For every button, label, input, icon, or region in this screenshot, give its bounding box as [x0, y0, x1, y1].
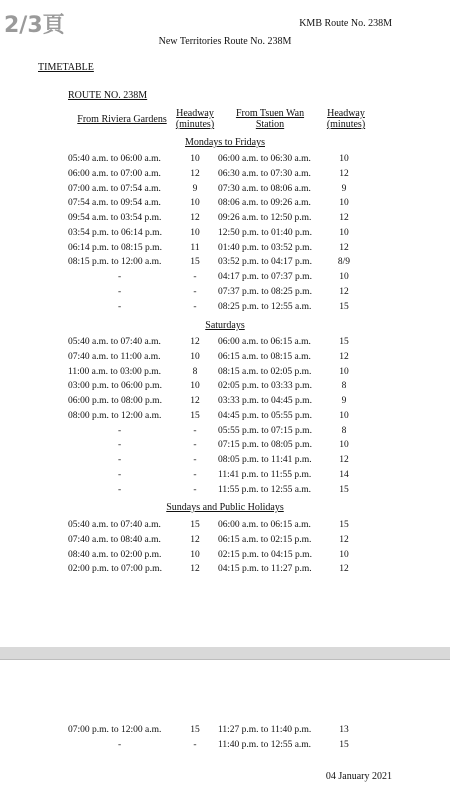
headway-tsuen-wan: 15 [339, 520, 349, 530]
table-row [0, 725, 450, 739]
table-row [0, 520, 450, 534]
column-header-headway-a: Headway (minutes) [175, 108, 215, 130]
from-tsuen-wan-time: 04:45 p.m. to 05:55 p.m. [218, 410, 312, 421]
from-riviera-time: 06:14 p.m. to 08:15 p.m. [68, 242, 162, 253]
headway-riviera: - [193, 272, 197, 282]
from-riviera-time: 03:54 p.m. to 06:14 p.m. [68, 227, 162, 238]
table-row [0, 550, 450, 564]
from-tsuen-wan-time: 02:05 p.m. to 03:33 p.m. [218, 381, 312, 392]
table-row [0, 257, 450, 271]
from-riviera-time: 02:00 p.m. to 07:00 p.m. [68, 564, 162, 575]
from-tsuen-wan-time: 06:00 a.m. to 06:15 a.m. [218, 520, 311, 530]
headway-tsuen-wan: 8/9 [337, 257, 351, 268]
headway-tsuen-wan: 10 [339, 272, 349, 282]
route-subtitle: New Territories Route No. 238M [158, 36, 292, 47]
headway-tsuen-wan: 9 [341, 396, 347, 406]
from-riviera-time: 08:15 p.m. to 12:00 a.m. [68, 257, 162, 268]
table-row [0, 198, 450, 212]
table-row [0, 740, 450, 754]
from-riviera-time: - [118, 469, 122, 480]
headway-riviera: 15 [190, 410, 200, 421]
headway-tsuen-wan: 8 [341, 425, 347, 436]
table-row [0, 154, 450, 168]
headway-riviera: 15 [190, 725, 200, 735]
headway-riviera: - [193, 425, 197, 436]
table-row [0, 352, 450, 366]
headway-riviera: 11 [190, 242, 200, 253]
from-riviera-time: - [118, 440, 122, 451]
headway-tsuen-wan: 12 [339, 168, 349, 179]
headway-tsuen-wan: 14 [339, 469, 349, 480]
table-row [0, 396, 450, 410]
headway-tsuen-wan: 12 [339, 242, 349, 253]
from-riviera-time: 07:00 p.m. to 12:00 a.m. [68, 725, 162, 735]
from-tsuen-wan-time: 04:17 p.m. to 07:37 p.m. [218, 272, 312, 282]
headway-riviera: - [193, 469, 197, 480]
route-number-label: ROUTE NO. 238M [68, 90, 148, 101]
headway-tsuen-wan: 12 [339, 351, 349, 362]
headway-riviera: 12 [190, 337, 200, 347]
from-riviera-time: 09:54 a.m. to 03:54 p.m. [68, 213, 162, 223]
headway-tsuen-wan: 12 [339, 534, 349, 545]
headway-riviera: - [193, 484, 197, 495]
from-tsuen-wan-time: 05:55 p.m. to 07:15 p.m. [218, 425, 312, 436]
from-riviera-time: - [118, 425, 122, 436]
from-tsuen-wan-time: 11:27 p.m. to 11:40 p.m. [218, 725, 312, 735]
table-row [0, 243, 450, 257]
headway-tsuen-wan: 10 [339, 198, 349, 209]
headway-riviera: 12 [190, 168, 200, 179]
from-tsuen-wan-time: 03:52 p.m. to 04:17 p.m. [218, 257, 312, 268]
headway-tsuen-wan: 10 [339, 227, 349, 238]
headway-tsuen-wan: 12 [339, 213, 349, 223]
headway-riviera: 9 [192, 183, 198, 194]
from-tsuen-wan-time: 08:25 p.m. to 12:55 a.m. [218, 301, 312, 312]
from-tsuen-wan-time: 06:15 a.m. to 02:15 p.m. [218, 534, 312, 545]
table-row [0, 470, 450, 484]
headway-riviera: - [193, 286, 197, 297]
from-riviera-time: - [118, 484, 122, 495]
from-tsuen-wan-time: 06:15 a.m. to 08:15 a.m. [218, 351, 311, 362]
from-tsuen-wan-time: 11:55 p.m. to 12:55 a.m. [218, 484, 312, 495]
table-row [0, 381, 450, 395]
headway-tsuen-wan: 13 [339, 725, 349, 735]
section-title-weekdays: Mondays to Fridays [185, 137, 265, 148]
headway-tsuen-wan: 10 [339, 440, 349, 451]
from-riviera-time: 07:00 a.m. to 07:54 a.m. [68, 183, 161, 194]
from-tsuen-wan-time: 09:26 a.m. to 12:50 p.m. [218, 213, 312, 223]
headway-tsuen-wan: 12 [339, 455, 349, 465]
from-tsuen-wan-time: 07:15 p.m. to 08:05 p.m. [218, 440, 312, 451]
from-riviera-time: 05:40 a.m. to 07:40 a.m. [68, 337, 161, 347]
table-row [0, 337, 450, 351]
headway-riviera: 15 [190, 520, 200, 530]
headway-tsuen-wan: 9 [341, 183, 347, 194]
from-riviera-time: - [118, 455, 122, 465]
headway-riviera: 10 [190, 227, 200, 238]
table-row [0, 426, 450, 440]
from-riviera-time: 06:00 p.m. to 08:00 p.m. [68, 396, 162, 406]
table-row [0, 272, 450, 286]
page-indicator: 2/3頁 [4, 13, 65, 38]
from-tsuen-wan-time: 06:00 a.m. to 06:30 a.m. [218, 154, 311, 164]
table-row [0, 169, 450, 183]
from-riviera-time: - [118, 301, 122, 312]
from-tsuen-wan-time: 02:15 p.m. to 04:15 p.m. [218, 549, 312, 560]
from-tsuen-wan-time: 04:15 p.m. to 11:27 p.m. [218, 564, 312, 575]
from-tsuen-wan-time: 11:40 p.m. to 12:55 a.m. [218, 739, 312, 750]
headway-riviera: 12 [190, 564, 200, 575]
table-row [0, 535, 450, 549]
table-row [0, 367, 450, 381]
from-tsuen-wan-time: 07:30 a.m. to 08:06 a.m. [218, 183, 311, 194]
headway-riviera: - [193, 440, 197, 451]
headway-tsuen-wan: 8 [341, 381, 347, 392]
from-riviera-time: - [118, 272, 122, 282]
headway-tsuen-wan: 12 [339, 564, 349, 575]
from-riviera-time: 03:00 p.m. to 06:00 p.m. [68, 381, 162, 392]
document-next-page [0, 660, 450, 800]
headway-tsuen-wan: 10 [339, 549, 349, 560]
from-riviera-time: 06:00 a.m. to 07:00 a.m. [68, 168, 161, 179]
from-tsuen-wan-time: 01:40 p.m. to 03:52 p.m. [218, 242, 312, 253]
from-tsuen-wan-time: 11:41 p.m. to 11:55 p.m. [218, 469, 312, 480]
from-riviera-time: 07:40 a.m. to 08:40 a.m. [68, 534, 161, 545]
headway-riviera: 10 [190, 198, 200, 209]
from-tsuen-wan-time: 08:05 p.m. to 11:41 p.m. [218, 455, 312, 465]
headway-riviera: - [193, 455, 197, 465]
from-riviera-time: 07:40 a.m. to 11:00 a.m. [68, 351, 161, 362]
headway-riviera: 10 [190, 381, 200, 392]
headway-riviera: 10 [190, 549, 200, 560]
section-title-saturdays: Saturdays [205, 320, 245, 331]
headway-riviera: 15 [190, 257, 200, 268]
section-title-sundays: Sundays and Public Holidays [166, 502, 284, 513]
column-header-from-riviera: From Riviera Gardens [77, 114, 167, 125]
from-tsuen-wan-time: 07:37 p.m. to 08:25 p.m. [218, 286, 312, 297]
headway-tsuen-wan: 10 [339, 410, 349, 421]
table-row [0, 287, 450, 301]
headway-riviera: 12 [190, 534, 200, 545]
table-row [0, 184, 450, 198]
from-riviera-time: 05:40 a.m. to 07:40 a.m. [68, 520, 161, 530]
page-break [0, 647, 450, 659]
table-row [0, 302, 450, 316]
from-riviera-time: - [118, 739, 122, 750]
headway-tsuen-wan: 15 [339, 301, 349, 312]
from-riviera-time: 08:40 a.m. to 02:00 p.m. [68, 549, 162, 560]
headway-riviera: - [193, 301, 197, 312]
headway-riviera: - [193, 739, 197, 750]
table-row [0, 228, 450, 242]
from-tsuen-wan-time: 06:00 a.m. to 06:15 a.m. [218, 337, 311, 347]
table-row [0, 455, 450, 469]
headway-tsuen-wan: 12 [339, 286, 349, 297]
from-riviera-time: 05:40 a.m. to 06:00 a.m. [68, 154, 161, 164]
from-tsuen-wan-time: 12:50 p.m. to 01:40 p.m. [218, 227, 312, 238]
from-tsuen-wan-time: 06:30 a.m. to 07:30 a.m. [218, 168, 311, 179]
timetable-label: TIMETABLE [38, 62, 94, 73]
from-riviera-time: 07:54 a.m. to 09:54 a.m. [68, 198, 161, 209]
from-riviera-time: 11:00 a.m. to 03:00 p.m. [68, 366, 162, 377]
table-row [0, 411, 450, 425]
table-row [0, 564, 450, 578]
table-row [0, 485, 450, 499]
footer-date: 04 January 2021 [325, 771, 392, 782]
from-tsuen-wan-time: 08:15 a.m. to 02:05 p.m. [218, 366, 312, 377]
column-header-from-tsuen-wan: From Tsuen Wan Station [235, 108, 305, 130]
from-riviera-time: 08:00 p.m. to 12:00 a.m. [68, 410, 162, 421]
headway-riviera: 8 [192, 366, 198, 377]
from-riviera-time: - [118, 286, 122, 297]
headway-tsuen-wan: 15 [339, 337, 349, 347]
from-tsuen-wan-time: 08:06 a.m. to 09:26 a.m. [218, 198, 311, 209]
headway-riviera: 10 [190, 351, 200, 362]
headway-riviera: 12 [190, 396, 200, 406]
table-row [0, 440, 450, 454]
headway-tsuen-wan: 15 [339, 484, 349, 495]
headway-tsuen-wan: 15 [339, 739, 349, 750]
route-title: KMB Route No. 238M [299, 18, 392, 29]
headway-tsuen-wan: 10 [339, 154, 349, 164]
table-row [0, 213, 450, 227]
headway-tsuen-wan: 10 [339, 366, 349, 377]
column-header-headway-b: Headway (minutes) [326, 108, 366, 130]
from-tsuen-wan-time: 03:33 p.m. to 04:45 p.m. [218, 396, 312, 406]
headway-riviera: 10 [190, 154, 200, 164]
headway-riviera: 12 [190, 213, 200, 223]
